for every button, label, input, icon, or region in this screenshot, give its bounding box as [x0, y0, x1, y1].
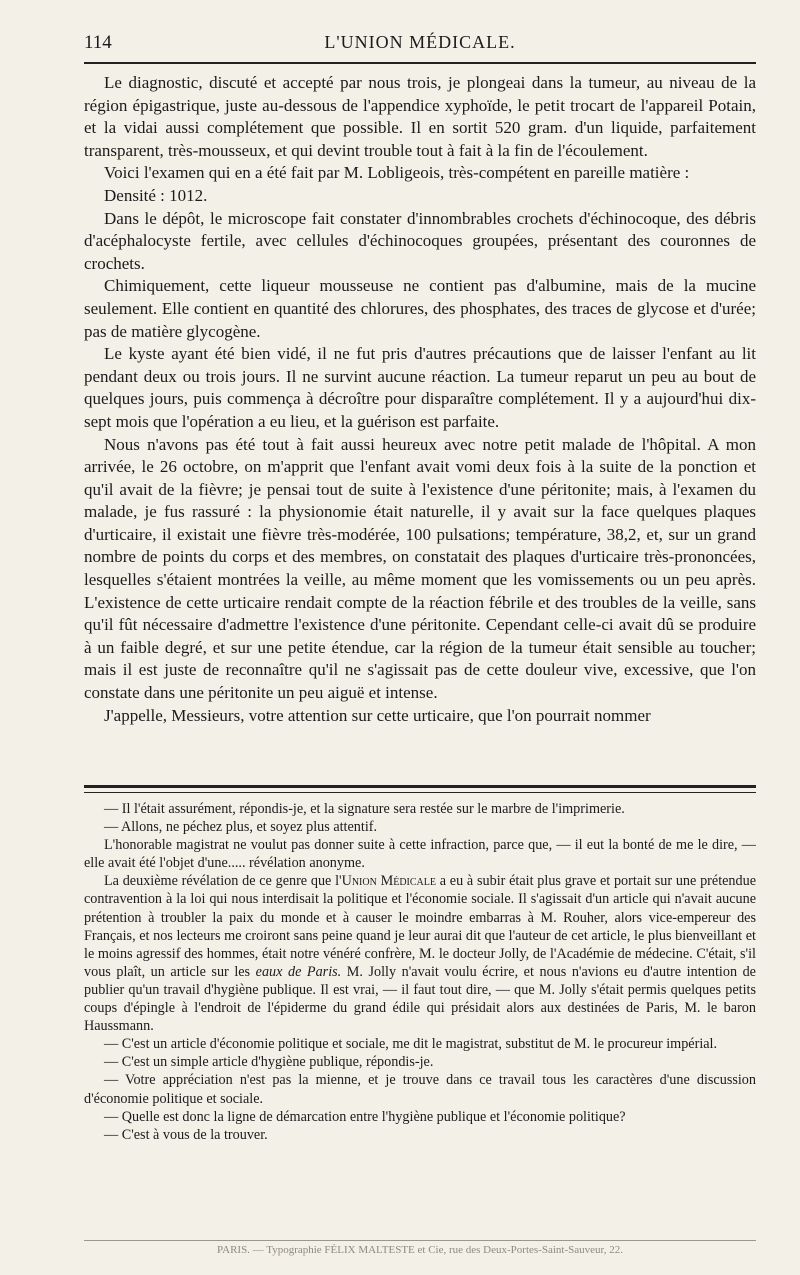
text-run: a eu à subir était plus grave et portait sur une prétendue contravention à la loi qui nous interdisait la politique et l'économie sociale. Il s'agissait d'un article qui n'avait aucune prétention à troubler la paix du monde et à causer le moindre embarras à M. Rouher, alors vice-empereur des Français, et nos lecteurs me croiront sans peine quand je leur aurai dit que l'auteur de cet article, le plus bienveillant et le moins agressif des hommes, était notre vénéré confrère, M. le docteur Jolly, de l'Académie de médecine. C'était, s'il vous plaît, un article sur les — [84, 873, 757, 980]
paragraph: Chimiquement, cette liqueur mousseuse ne contient pas d'albumine, mais de la mucine seulement. Elle contient en quantité des chlorures, des phosphates, des traces de glycose et d'urée; pas de matière glycogène. — [84, 276, 756, 341]
paragraph: — Votre appréciation n'est pas la mienne, et je trouve dans ce travail tous les caractères d'une discussion d'économie politique et sociale. — [84, 1072, 756, 1107]
running-title: L'UNION MÉDICALE. — [324, 32, 516, 52]
journal-name: Union Médicale — [341, 873, 436, 890]
paragraph: — C'est à vous de la trouver. — [104, 1126, 268, 1143]
page-header — [84, 26, 756, 56]
paragraph: Nous n'avons pas été tout à fait aussi heureux avec notre petit malade de l'hôpital. A mon arrivée, le 26 octobre, on m'apprit que l'enfant avait vomi deux fois à la suite de la ponction et qu'il avait de la fièvre; je pensai tout de suite à l'existence d'une péritonite; mais, à l'examen du malade, je fus rassuré : la physionomie était naturelle, il y avait sur la face quelques plaques d'urticaire, il existait une fièvre très-modérée, 100 pulsations; température, 38,2, et, sur un grand nombre de points du corps et des membres, on constatait des plaques d'urticaire très-prononcées, lesquelles s'étaient montrées la veille, au même moment que les vomissements ou un peu après. L'existence de cette urticaire rendait compte de la réaction fébrile et des troubles de la veille, sans qu'il fût nécessaire d'admettre l'existence d'une péritonite. Cependant celle-ci avait dû se produire à un faible degré, et sur une petite étendue, car la région de la tumeur était sensible au toucher; mais il est juste de reconnaître qu'il ne s'agissait pas de cette douleur vive, excessive, que l'on constate dans une péritonite un peu aiguë et intense. — [84, 434, 756, 703]
paragraph: — Allons, ne péchez plus, et soyez plus attentif. — [104, 819, 378, 836]
paragraph: — Il l'était assurément, répondis-je, et la signature sera restée sur le marbre de l'imprimerie. — [104, 801, 625, 817]
paragraph: Voici l'examen qui en a été fait par M. Lobligeois, très-compétent en pareille matière : — [104, 163, 690, 183]
printer-imprint: PARIS. — Typographie FÉLIX MALTESTE et Cie, rue des Deux-Portes-Saint-Sauveur, 22. — [217, 1244, 623, 1256]
paragraph: Dans le dépôt, le microscope fait constater d'innombrables crochets d'échinocoque, des débris d'acéphalocyste fertile, avec cellules d'échinocoques groupées, présentant des couronnes de crochets. — [84, 208, 756, 273]
paragraph: L'honorable magistrat ne voulut pas donner suite à cette infraction, parce que, — il eut la bonté de me le dire, — elle avait été l'objet d'une..... révélation anonyme. — [84, 837, 756, 872]
text-run: M. Jolly n'avait voulu écrire, et nous n'avions eu d'autre intention de publier qu'un travail d'hygiène publique. Il est vrai, — il faut tout dire, — que M. Jolly s'était permis quelques petits coups d'épingle à l'endroit de l'épiderme du grand édile qui présidait alors aux destinées de Paris, M. le baron Haussmann. — [84, 963, 756, 1035]
paragraph: Le diagnostic, discuté et accepté par nous trois, je plongeai dans la tumeur, au niveau de la région épigastrique, juste au-dessous de l'appendice xyphoïde, le petit trocart de l'appareil Potain, et la vidai aussi complétement que possible. Il en sortit 520 gram. d'un liquide, parfaitement transparent, très-mousseux, et qui devint trouble tout à fait à la fin de l'écoulement. — [84, 73, 756, 160]
paragraph: J'appelle, Messieurs, votre attention sur cette urticaire, que l'on pourrait nommer — [104, 705, 651, 725]
text-run: La deuxième révélation de ce genre que l' — [104, 873, 342, 890]
paragraph: — C'est un article d'économie politique et sociale, me dit le magistrat, substitut de M. le procureur impérial. — [104, 1036, 718, 1053]
header-rule — [84, 62, 756, 64]
page-number: 114 — [84, 32, 112, 53]
article-title: eaux de Paris. — [255, 963, 342, 980]
paragraph: — C'est un simple article d'hygiène publique, répondis-je. — [104, 1054, 434, 1071]
feuilleton-text — [84, 800, 756, 1144]
paragraph: Le kyste ayant été bien vidé, il ne fut pris d'autres précautions que de laisser l'enfant au lit pendant deux ou trois jours. Il ne survint aucune réaction. La tumeur reparut un peu au bout de quelques jours, puis commença à décroître pour disparaître complétement. Il y a aujourd'hui dix-sept mois que l'opération a eu lieu, et la guérison est parfaite. — [84, 344, 756, 431]
feuilleton-separator — [84, 785, 756, 793]
footer-rule — [84, 1240, 756, 1241]
main-article-text — [84, 72, 756, 727]
paragraph — [84, 872, 756, 1035]
paragraph: Densité : 1012. — [104, 185, 208, 205]
paragraph: — Quelle est donc la ligne de démarcation entre l'hygiène publique et l'économie politique? — [104, 1108, 626, 1125]
